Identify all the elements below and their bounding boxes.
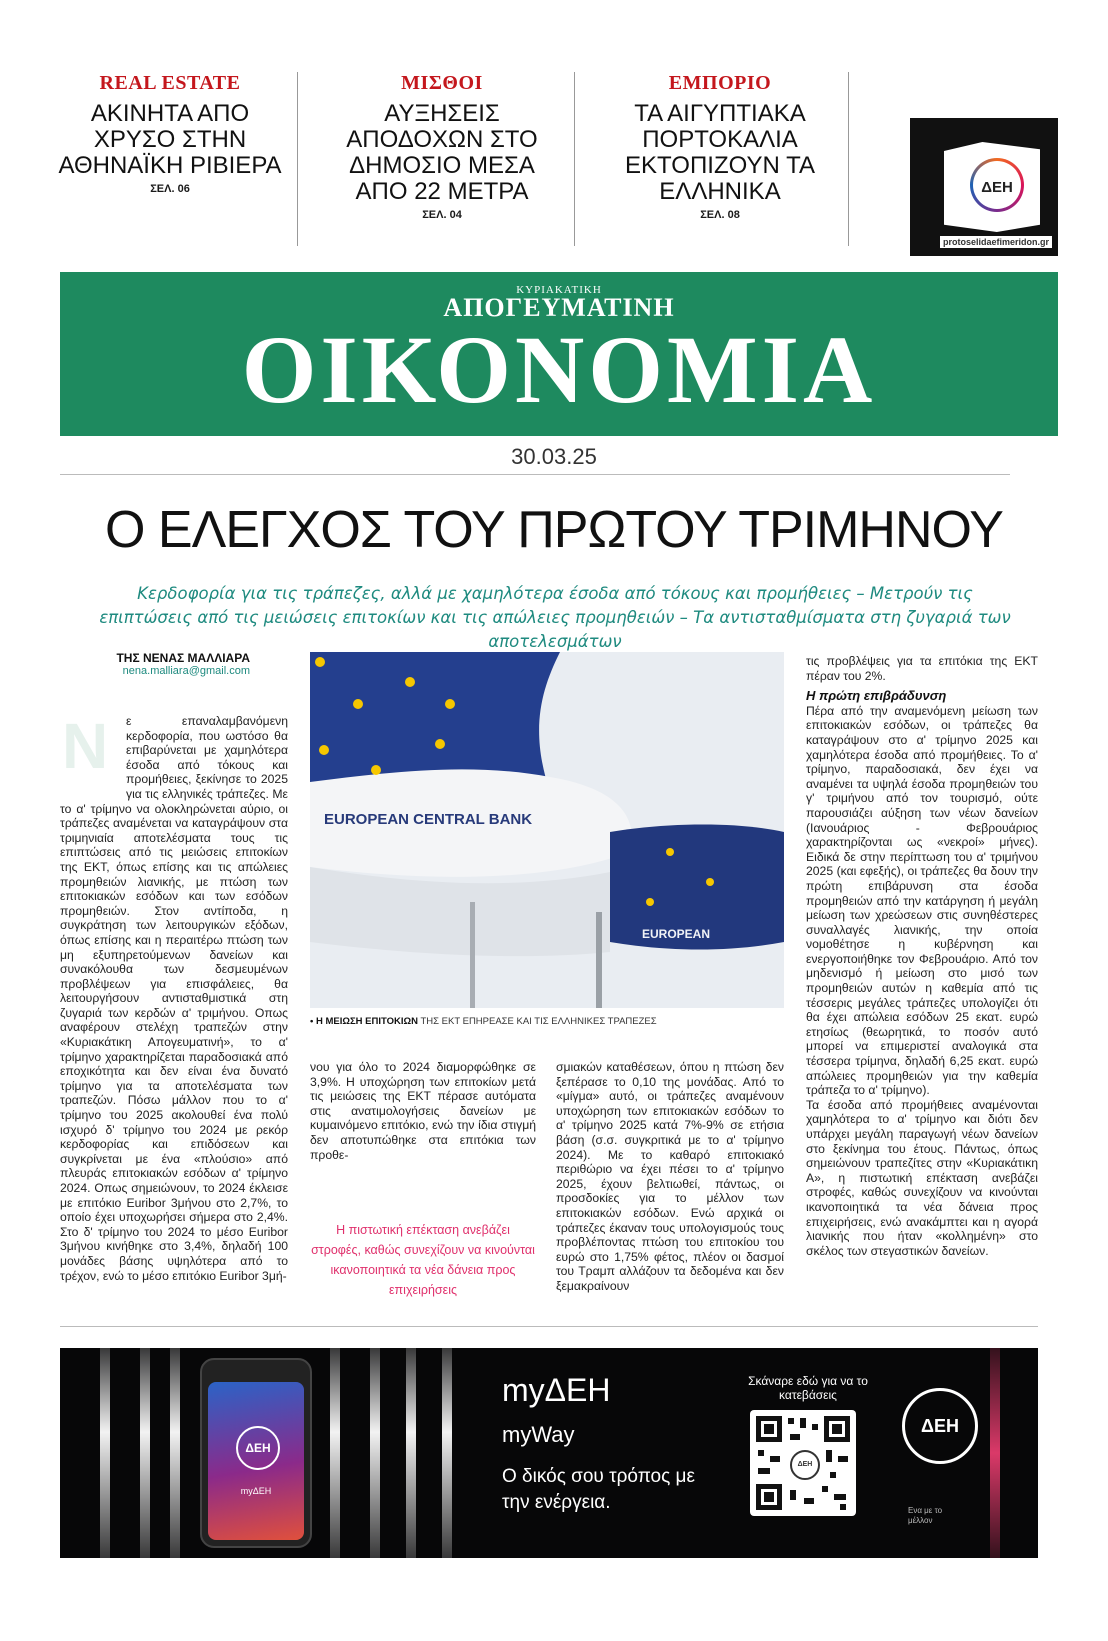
light-bar xyxy=(170,1348,180,1558)
light-bar xyxy=(330,1348,340,1558)
light-bar xyxy=(100,1348,110,1558)
phone-label: myΔΕΗ xyxy=(240,1486,272,1496)
masthead xyxy=(60,272,1058,436)
author-name: ΤΗΣ ΝΕΝΑΣ ΜΑΛΛΙΑΡΑ xyxy=(116,651,250,665)
teaser-page: ΣΕΛ. 08 xyxy=(700,209,740,221)
paragraph: σμιακών καταθέσεων, όπου η πτώση δεν ξεπέρασε το 0,10 της μονάδας. Από το «μίγμα» αυτό, οι τράπεζες αναμένουν υποχώρηση των επιτοκιακών εσόδων το α' τρίμηνο 2025 κατά 7%-9% σε ετήσια βάση (σ.σ. συγκριτικά με το α' τρίμηνο 2024). Με το καθαρό επιτοκιακό περιθώριο να έχει πέσει το α' τρίμηνο 2025, έχουν βελτιωθεί, πάντως, οι προσδοκίες για το μέλλον των επιτοκιακών εσόδων. Ενώ αρχικά οι τράπεζες έκαναν τους υπολογισμούς τους προβλέποντας πτώση του επιτοκίου του ευρώ στο 1,75% φέτος, πλέον οι δασμοί του Τραμπ αλλάζουν τα δεδομένα και δεν ξεμακραίνουν xyxy=(556,1060,784,1293)
teaser-page: ΣΕΛ. 04 xyxy=(422,209,462,221)
ad-url: protoselidaefimeridon.gr xyxy=(940,236,1052,248)
paragraph: νου για όλο το 2024 διαμορφώθηκε σε 3,9%. Η υποχώρηση των επιτοκίων μετά τις μειώσεις της ΕΚΤ πέρασε αυτόματα στις ανατιμολογήσεις δανείων με κυμαινόμενο επιτόκιο, ενώ την ίδια στιγμή δεν αποτυπώθηκε στα επιτόκια των προθε- xyxy=(310,1060,536,1162)
teaser-category: ΜΙΣΘΟΙ xyxy=(401,72,483,94)
masthead-paper-name: ΑΠΟΓΕΥΜΑΤΙΝΗ xyxy=(443,293,675,322)
paragraph: Τα έσοδα από προμήθειες αναμένονται χαμηλότερα το α' τρίμηνο και διότι δεν υπάρχει μεγάλη παραγωγή νέων δανείων στο ξεκίνημα του έτους. Πάντως, όπως σημειώνουν τραπεζίτες στην «Κυριακάτικη Α», η πιστωτική επέκταση ανεβάζει στροφές, καθώς συνεχίζουν να κινούνται ικανοποιητικά τα νέα δάνεια προς επιχειρήσεις, ενώ ανακάμπτει και η αγορά λιανικής που ήταν «κολλημένη» στο σκέλος των στεγαστικών δανείων. xyxy=(806,1097,1038,1258)
teaser-salaries[interactable] xyxy=(322,72,562,221)
light-bar xyxy=(406,1348,416,1558)
byline xyxy=(100,651,250,677)
paragraph: τις προβλέψεις για τα επιτόκια της ΕΚΤ πέραν του 2%. xyxy=(806,654,1038,683)
phone-mockup xyxy=(200,1358,312,1548)
dei-logo-icon: ΔΕΗ xyxy=(236,1426,280,1470)
masthead-kicker: ΚΥΡΙΑΚΑΤΙΚΗ xyxy=(516,284,602,296)
masthead-section: ΟΙΚΟΝΟΜΙΑ xyxy=(241,316,877,423)
teaser-real-estate[interactable] xyxy=(50,72,290,195)
qr-center-logo: ΔΕΗ xyxy=(790,1450,820,1480)
teaser-commerce[interactable] xyxy=(600,72,840,221)
article-column-2 xyxy=(310,1060,536,1162)
article-photo xyxy=(310,652,784,1008)
light-bar xyxy=(442,1348,452,1558)
dei-logo-icon: ΔΕΗ xyxy=(970,158,1024,212)
light-bar xyxy=(370,1348,380,1558)
divider xyxy=(848,72,849,246)
divider xyxy=(60,474,1010,475)
paragraph: Πέρα από την αναμενόμενη μείωση των επιτοκιακών εσόδων, οι τράπεζες θα καταγράψουν στο α' τρίμηνο 2025 και χαμηλότερα έσοδα από προμήθειες. Το α' τρίμηνο, παραδοσιακά, δεν έχει να αναμένει τα υψηλά έσοδα προμηθειών του γ' τριμήνου από τον τουρισμό, ούτε παρουσιάζει αύξηση των νέων δανείων (Ιανουάριος - Φεβρουάριος χαρακτηρίζονται ως «νεκροί» μήνες). Ειδικά δε στην περίπτωση του α' τριμήνου 2025 (και εφεξής), οι τράπεζες θα δουν την πρώτη επιβάρυνση στα έσοδα προμηθειών από την κατάργηση ή μεγάλη μείωση των χρεώσεων στις συνηθέστερες συναλλαγές λιανικής, την οποία νομοθέτησε η κυβέρνηση και ενεργοποιήθηκε τον Φεβρουάριο. Από τον μηδενισμό ή μείωση στο μισό των προμηθειών αυτών η καθεμία από τις τέσσερις μεγάλες τράπεζες υπολογίζει ότι θα έχει απώλεια εσόδων 25 εκατ. ευρώ ετησίως (θεωρητικά, το ποσόν αυτό μπορεί να επιμεριστεί αναλογικά στα τέσσερα τρίμηνα, δηλαδή 6,25 εκατ. ευρώ απώλειες προμηθειών για την καθεμία τράπεζα το α' τρίμηνο). xyxy=(806,703,1038,1098)
article-column-4 xyxy=(806,654,1038,1258)
qr-code-icon[interactable] xyxy=(750,1410,856,1516)
ad-tagline: myWay xyxy=(502,1422,575,1447)
photo-caption xyxy=(310,1016,784,1027)
scan-prompt: Σκάναρε εδώ για να το κατεβάσεις xyxy=(748,1374,868,1402)
article-subtitle: Κερδοφορία για τις τράπεζες, αλλά με χαμηλότερα έσοδα από τόκους και προμήθειες – Μετρούν τις επιπτώσεις από τις μειώσεις επιτοκίων και τις απώλειες προμηθειών – Τα αντισταθμίσματα στη ζυγαριά των αποτελεσμάτων xyxy=(99,584,1011,651)
indent xyxy=(60,710,126,788)
article-column-3 xyxy=(556,1060,784,1294)
caption-text: ΤΗΣ ΕΚΤ ΕΠΗΡΕΑΣΕ ΚΑΙ ΤΙΣ ΕΛΛΗΝΙΚΕΣ ΤΡΑΠΕΖΕΣ xyxy=(418,1016,657,1027)
dropcap: Ν xyxy=(62,710,109,782)
ecb-flags-image xyxy=(310,652,784,1008)
teaser-headline: ΑΚΙΝΗΤΑ ΑΠΟ ΧΡΥΣΟ ΣΤΗΝ ΑΘΗΝΑΪΚΗ ΡΙΒΙΕΡΑ xyxy=(58,100,282,179)
pull-quote: Η πιστωτική επέκταση ανεβάζει στροφές, καθώς συνεχίζουν να κινούνται ικανοποιητικά τα νέα δάνεια προς επιχειρήσεις xyxy=(311,1223,535,1297)
caption-lead: • Η ΜΕΙΩΣΗ ΕΠΙΤΟΚΙΩΝ xyxy=(310,1016,419,1027)
teaser-category: ΕΜΠΟΡΙΟ xyxy=(668,72,772,94)
dei-logo-icon: ΔΕΗ xyxy=(902,1388,978,1464)
divider xyxy=(574,72,575,246)
ad-brand: myΔΕΗ xyxy=(502,1372,611,1408)
teaser-category: REAL ESTATE xyxy=(99,72,241,94)
divider xyxy=(297,72,298,246)
phone-screen xyxy=(208,1382,304,1540)
paragraph: ε επαναλαμβανόμενη κερδοφορία, που ωστόσο θα επιβαρύνεται με χαμηλότερα έσοδα από τόκους και προμήθειες, ξεκίνησε το 2025 για τις ελληνικές τράπεζες. Με το α' τρίμηνο να ολοκληρώνεται αύριο, οι τράπεζες αναμένεται να καταγράψουν στα τριμηνιαία αποτελέσματα τους τις επιπτώσεις από τις μειώσεις επιτοκίων της ΕΚΤ, όπως επίσης και τις απώλειες προμηθειών λιανικής, με πτώση των επιτοκιακών εσόδων και των εσόδων προμηθειών. Στον αντίποδα, η συγκράτηση των λειτουργικών εξόδων, όπως επίσης και η περαιτέρω πτώση των μη εξυπηρετούμενων δανείων και συνακόλουθα των δεσμευμένων προβλέψεων για επισφάλειες, θα λειτουργήσουν αντισταθμιστικά στη ζυγαριά των κερδών α' τριμήνου. Οπως αναφέρουν στελέχη τραπεζών στην «Κυριακάτικη Απογευματινή», το α' τρίμηνο χαρακτηρίζεται παραδοσιακά από εποχικότητα και δεν είναι ένα δυνατό τρίμηνο για τα αποτελέσματα των τραπεζών. Πόσω μάλλον που το α' τρίμηνο του 2025 ακολουθεί ένα πολύ ισχυρό δ' τρίμηνο του 2024 με ρεκόρ κερδοφορίας και επιδόσεων και συγκρίνεται με ένα «πλούσιο» από πλευράς επιτοκιακών εσόδων α' τρίμηνο 2024. Οπως σημειώνουν, το 2024 έκλεισε με επιτόκιο Euribor 3μήνου στο 2,7%, το οποίο έχει υποχωρήσει σήμερα στο 2,4%. Στο δ' τρίμηνο του 2024 το μέσο Euribor 3μήνου κινήθηκε στο 3,4%, δηλαδή 100 μονάδες βάσης υψηλότερα από το τρέχον, ενώ το μέσο επιτόκιο Euribor 3μή- xyxy=(60,714,288,1283)
issue-date: 30.03.25 xyxy=(511,444,597,469)
teaser-headline: ΑΥΞΗΣΕΙΣ ΑΠΟΔΟΧΩΝ ΣΤΟ ΔΗΜΟΣΙΟ ΜΕΣΑ ΑΠΟ 22 ΜΕΤΡΑ xyxy=(346,100,538,205)
teaser-page: ΣΕΛ. 06 xyxy=(150,183,190,195)
article-title: Ο ΕΛΕΓΧΟΣ ΤΟΥ ΠΡΩΤΟΥ ΤΡΙΜΗΝΟΥ xyxy=(105,501,1003,559)
ad-small-slogan: Ενα με το μέλλον xyxy=(908,1506,943,1525)
light-bar xyxy=(140,1348,150,1558)
ad-slogan: Ο δικός σου τρόπος με την ενέργεια. xyxy=(502,1466,695,1513)
article-column-1 xyxy=(60,710,288,1314)
top-ad[interactable] xyxy=(910,118,1058,256)
section-subhead: Η πρώτη επιβράδυνση xyxy=(806,688,947,704)
author-email[interactable]: nena.malliara@gmail.com xyxy=(122,665,250,677)
teaser-headline: ΤΑ ΑΙΓΥΠΤΙΑΚΑ ΠΟΡΤΟΚΑΛΙΑ ΕΚΤΟΠΙΖΟΥΝ ΤΑ ΕΛΛΗΝΙΚΑ xyxy=(625,100,815,205)
divider xyxy=(60,1326,1038,1327)
bottom-ad-banner[interactable] xyxy=(60,1348,1038,1558)
light-bar xyxy=(990,1348,1000,1558)
photo-flag-text-2: EUROPEAN xyxy=(642,927,711,941)
photo-flag-text: EUROPEAN CENTRAL BANK xyxy=(324,811,533,828)
